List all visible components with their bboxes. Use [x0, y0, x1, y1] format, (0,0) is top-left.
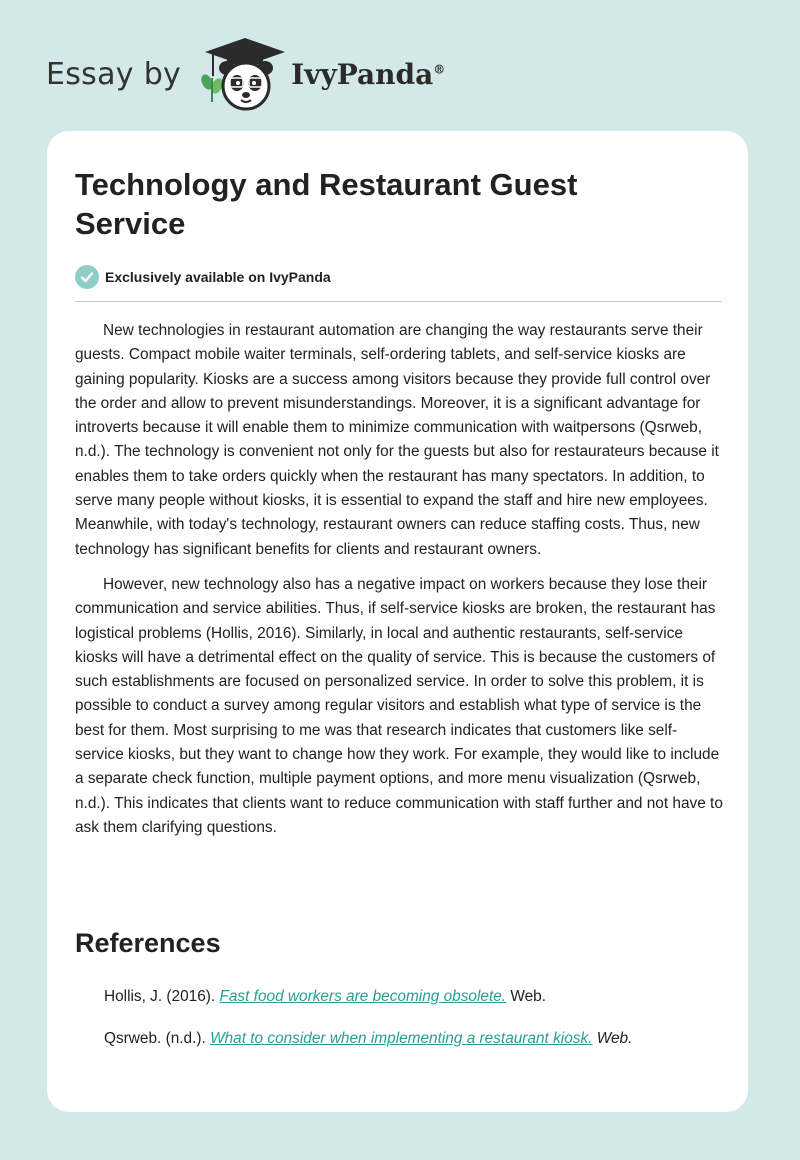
essay-body	[75, 319, 723, 851]
references-heading: References	[75, 928, 221, 958]
divider	[75, 301, 722, 302]
page-title: Technology and Restaurant Guest Service	[75, 167, 578, 241]
badge-label: Exclusively available on IvyPanda	[105, 269, 331, 285]
reference-suffix: Web.	[592, 1030, 633, 1047]
reference-link[interactable]: What to consider when implementing a restaurant kiosk.	[210, 1030, 593, 1047]
reference-item	[104, 988, 546, 1006]
brand-name[interactable]: IvyPanda®	[291, 57, 446, 91]
check-icon	[75, 265, 99, 289]
paragraph: New technologies in restaurant automation are changing the way restaurants serve their guests. Compact mobile waiter terminals, self-ordering tablets, and self-service kiosks are gaining popularity. Kiosks are a success among visitors because they provide full control over the order and allow to prevent misunderstandings. Moreover, it is a significant advantage for introverts because it will enable them to minimize communication with waitpersons (Qsrweb, n.d.). The technology is convenient not only for the guests but also for restaurateurs because it enables them to take orders quickly when the restaurant has many spectators. In addition, to serve many people without kiosks, it is essential to expand the staff and hire new employees. Meanwhile, with today's technology, restaurant owners can reduce staffing costs. Thus, new technology has significant benefits for clients and restaurant owners.	[75, 322, 719, 558]
paragraph: However, new technology also has a negative impact on workers because they lose their communication and service abilities. Thus, if self-service kiosks are broken, the restaurant has logistical problems (Hollis, 2016). Similarly, in local and authentic restaurants, self-service kiosks will have a detrimental effect on the quality of service. This is because the customers of such establishments are focused on personalized service. In order to solve this problem, it is possible to conduct a survey among regular visitors and establish what type of service is the best for them. Most surprising to me was that research indicates that customers like self-service kiosks, but they want to change how they work. For example, they would like to include a separate check function, multiple payment options, and more menu visualization (Qsrweb, n.d.). This indicates that clients want to reduce communication with staff further and not have to ask them clarifying questions.	[75, 575, 723, 836]
exclusive-badge	[75, 265, 331, 289]
panda-logo-icon[interactable]	[197, 36, 287, 112]
reference-item	[104, 1030, 632, 1048]
reference-suffix: Web.	[506, 988, 546, 1005]
reference-link[interactable]: Fast food workers are becoming obsolete.	[219, 988, 507, 1005]
essay-card	[47, 131, 748, 1112]
reference-prefix: Qsrweb. (n.d.).	[104, 1030, 211, 1047]
site-header	[46, 34, 445, 114]
reference-prefix: Hollis, J. (2016).	[104, 988, 220, 1005]
essay-by-label: Essay by	[46, 56, 182, 92]
